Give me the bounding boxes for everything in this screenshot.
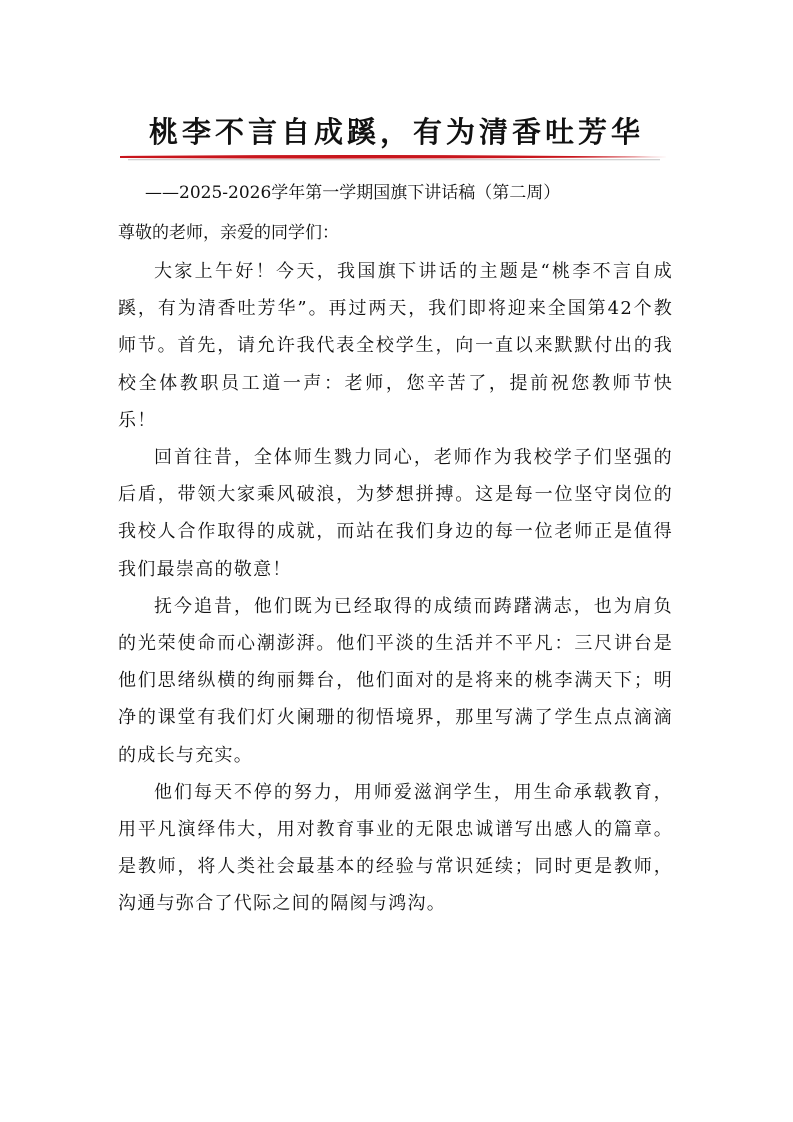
paragraph: 回首往昔，全体师生戮力同心，老师作为我校学子们坚强的后盾，带领大家乘风破浪，为梦想拼搏。这是每一位坚守岗位的我校人合作取得的成就，而站在我们身边的每一位老师正是值得我们最崇高的敬意！: [118, 447, 673, 580]
underline-stroke: [120, 155, 668, 159]
title-red-underline: [118, 152, 670, 162]
underline-shadow: [128, 159, 660, 160]
document-title: 桃李不言自成蹊，有为清香吐芳华: [148, 115, 644, 149]
salutation: 尊敬的老师，亲爱的同学们：: [118, 223, 339, 243]
paragraph: 大家上午好！今天，我国旗下讲话的主题是“桃李不言自成蹊，有为清香吐芳华”。再过两天，我们即将迎来全国第42个教师节。首先，请允许我代表全校学生，向一直以来默默付出的我校全体教职员工道一声：老师，您辛苦了，提前祝您教师节快乐！: [118, 261, 673, 431]
paragraph: 他们每天不停的努力，用师爱滋润学生，用生命承载教育，用平凡演绎伟大，用对教育事业的无限忠诚谱写出感人的篇章。是教师，将人类社会最基本的经验与常识延续；同时更是教师，沟通与弥合了代际之间的隔阂与鸿沟。: [118, 781, 673, 915]
document-subtitle: ——2025-2026学年第一学期国旗下讲话稿（第二周）: [145, 183, 561, 203]
speech-body: [118, 253, 673, 923]
paragraph: 抚今追昔，他们既为已经取得的成绩而踌躇满志，也为肩负的光荣使命而心潮澎湃。他们平淡的生活并不平凡：三尺讲台是他们思绪纵横的绚丽舞台，他们面对的是将来的桃李满天下；明净的课堂有我们灯火阑珊的彻悟境界，那里写满了学生点点滴滴的成长与充实。: [118, 595, 673, 766]
